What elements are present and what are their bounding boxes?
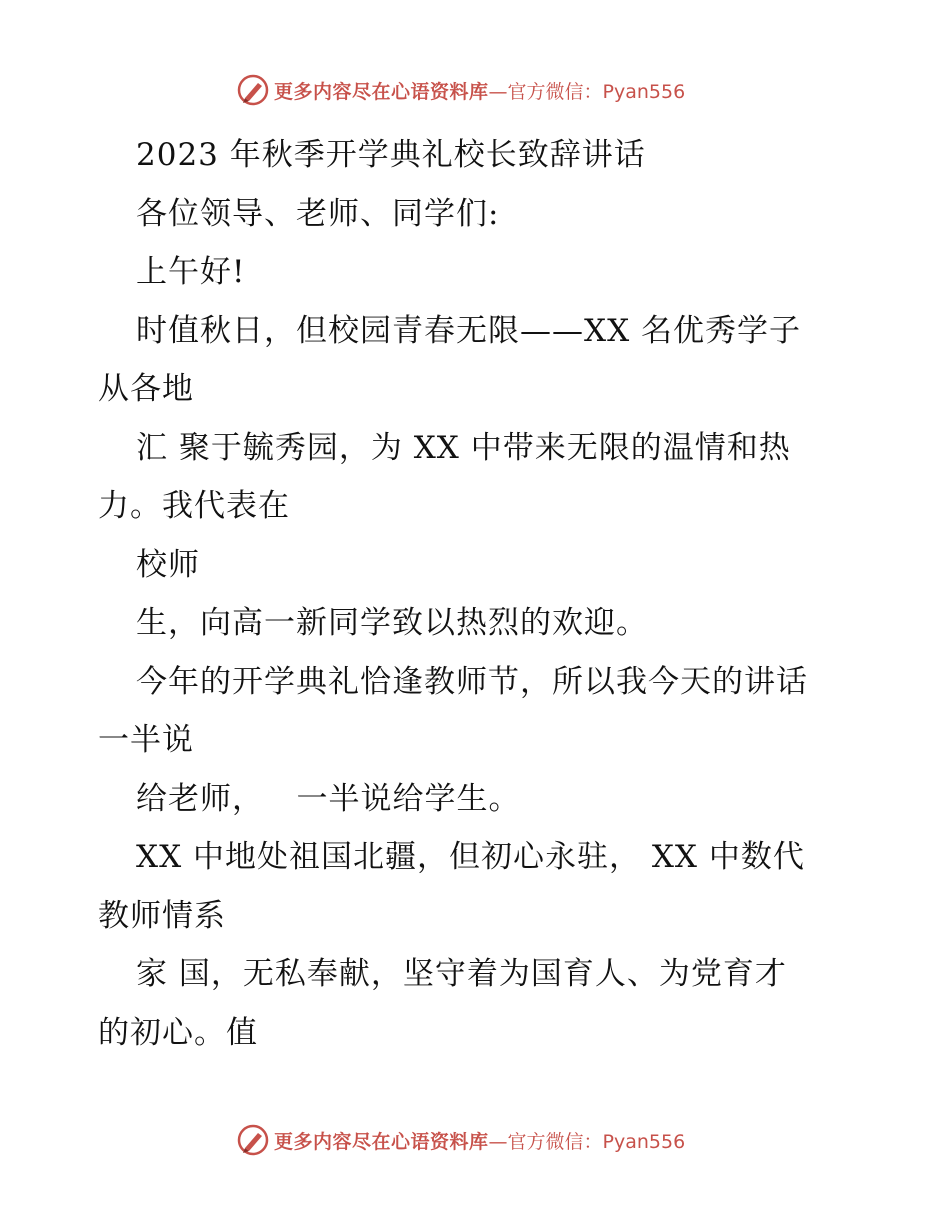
text-line: 力。我代表在: [98, 488, 290, 524]
text-line: 一半说: [98, 722, 194, 758]
text-line: 生，向高一新同学致以热烈的欢迎。: [136, 605, 648, 641]
text-line: 教师情系: [98, 897, 226, 934]
text-line: 家 国，无私奉献，坚守着为国育人、为党育才: [136, 956, 787, 992]
document-title: 2023 年秋季开学典礼校长致辞讲话: [136, 137, 646, 173]
header-banner-text: 更多内容尽在心语资料库: [274, 80, 489, 103]
text-line: XX 中地处祖国北疆，但初心永驻， XX 中数代: [136, 839, 805, 875]
header-banner: [236, 70, 716, 110]
header-banner-contact: —官方微信：Pyan556: [488, 80, 686, 103]
document-body: [98, 126, 858, 1062]
footer-banner-text: 更多内容尽在心语资料库: [274, 1130, 489, 1153]
text-line: 上午好!: [136, 254, 246, 290]
pen-logo-icon: [236, 73, 270, 107]
text-line: 从各地: [98, 371, 194, 407]
text-line: 各位领导、老师、同学们:: [136, 195, 500, 232]
text-line: 汇 聚于毓秀园，为 XX 中带来无限的温情和热: [136, 429, 791, 466]
text-line: 的初心。值: [98, 1014, 258, 1051]
text-line: 给老师， 一半说给学生。: [136, 780, 521, 817]
text-line: 今年的开学典礼恰逢教师节，所以我今天的讲话: [136, 663, 808, 700]
footer-banner-contact: —官方微信：Pyan556: [488, 1130, 686, 1153]
text-line: 校师: [136, 546, 200, 583]
pen-logo-icon: [236, 1123, 270, 1157]
footer-banner: [236, 1120, 716, 1160]
text-line: 时值秋日，但校园青春无限——XX 名优秀学子: [136, 312, 801, 349]
